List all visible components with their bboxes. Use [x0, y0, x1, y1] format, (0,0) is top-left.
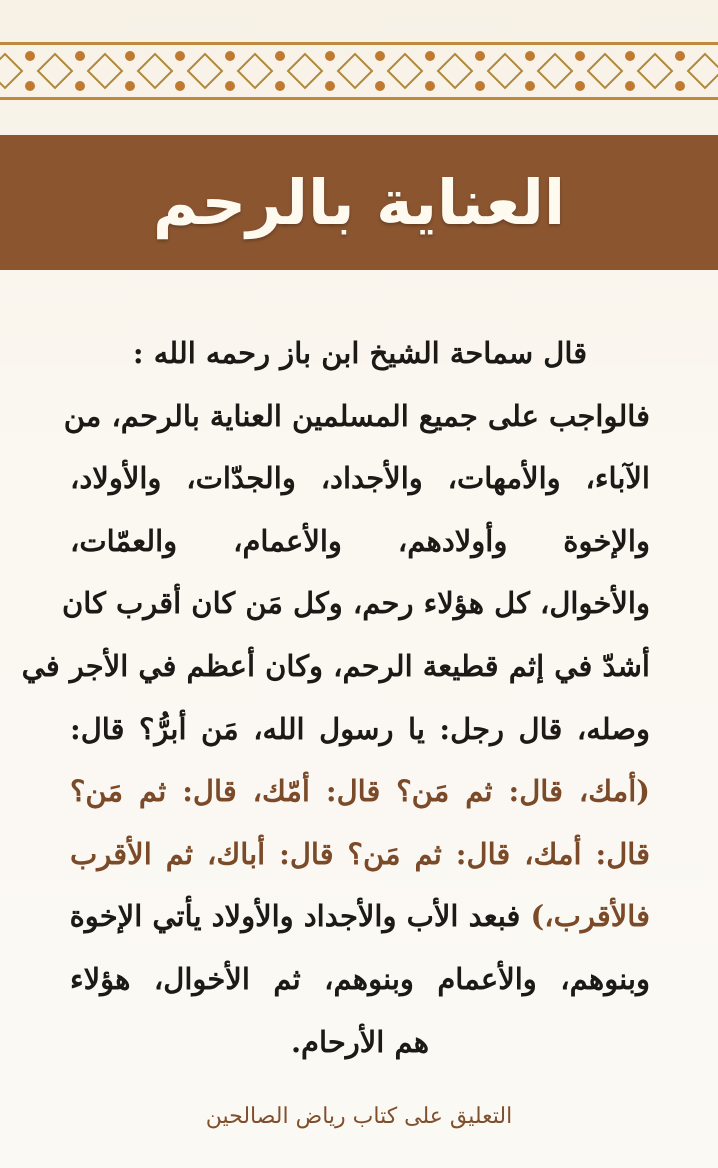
intro-line: قال سماحة الشيخ ابن باز رحمه الله : — [132, 336, 588, 370]
dot-ornament — [575, 81, 585, 91]
text-line: وبنوهم، والأعمام وبنوهم، ثم الأخوال، هؤلاء — [70, 961, 650, 996]
text-line: وصله، قال رجل: يا رسول الله، مَن أبرُّ؟ قال: — [70, 711, 650, 746]
diamond-ornament — [338, 54, 372, 88]
dot-ornament — [475, 51, 485, 61]
diamond-ornament — [538, 54, 572, 88]
dot-ornament — [675, 51, 685, 61]
diamond-ornament — [288, 54, 322, 88]
hadith-line: (أمك، قال: ثم مَن؟ قال: أمّك، قال: ثم مَن؟ — [70, 774, 650, 809]
text-line: الآباء، والأمهات، والأجداد، والجدّات، والأولاد، — [70, 461, 650, 496]
dot-ornament — [475, 81, 485, 91]
diamond-ornament — [638, 54, 672, 88]
text-line: هم الأرحام. — [290, 1024, 430, 1059]
dot-ornament — [225, 51, 235, 61]
source-citation: التعليق على كتاب رياض الصالحين — [205, 1104, 513, 1129]
dot-ornament — [75, 81, 85, 91]
dot-ornament — [125, 51, 135, 61]
text-line: والأخوال، كل هؤلاء رحم، وكل مَن كان أقرب كان — [61, 586, 650, 621]
text-line — [70, 885, 650, 948]
article-body — [21, 322, 650, 1073]
diamond-ornament — [588, 54, 622, 88]
decorative-border-band — [0, 40, 718, 102]
diamond-ornament — [438, 54, 472, 88]
dot-ornament — [325, 81, 335, 91]
dot-ornament — [175, 81, 185, 91]
diamond-ornament — [38, 54, 72, 88]
dot-ornament — [525, 81, 535, 91]
dot-ornament — [175, 51, 185, 61]
title-banner — [0, 135, 718, 270]
dot-ornament — [375, 81, 385, 91]
text-continuation: فبعد الأب والأجداد والأولاد يأتي الإخوة — [69, 899, 531, 934]
dot-ornament — [525, 51, 535, 61]
dot-ornament — [325, 51, 335, 61]
dot-ornament — [275, 51, 285, 61]
hadith-end: فالأقرب،) — [530, 899, 650, 934]
diamond-ornament — [488, 54, 522, 88]
diamond-ornament — [138, 54, 172, 88]
diamond-ornament — [188, 54, 222, 88]
dot-ornament — [25, 81, 35, 91]
text-line: والإخوة وأولادهم، والأعمام، والعمّات، — [70, 523, 650, 558]
diamond-ornament — [388, 54, 422, 88]
diamond-ornament — [0, 54, 22, 88]
diamond-ornament — [88, 54, 122, 88]
diamond-ornament — [688, 54, 718, 88]
dot-ornament — [275, 81, 285, 91]
page-title: العناية بالرحم — [152, 166, 566, 239]
dot-ornament — [375, 51, 385, 61]
text-line: فالواجب على جميع المسلمين العناية بالرحم، من — [63, 398, 650, 433]
diamond-ornament — [238, 54, 272, 88]
dot-ornament — [25, 51, 35, 61]
dot-ornament — [425, 81, 435, 91]
dot-ornament — [425, 51, 435, 61]
dot-ornament — [225, 81, 235, 91]
text-line: أشدّ في إثم قطيعة الرحم، وكان أعظم في الأجر في — [21, 648, 650, 683]
dot-ornament — [575, 51, 585, 61]
dot-ornament — [675, 81, 685, 91]
dot-ornament — [75, 51, 85, 61]
dot-ornament — [625, 81, 635, 91]
dot-ornament — [625, 51, 635, 61]
dot-ornament — [125, 81, 135, 91]
hadith-line: قال: أمك، قال: ثم مَن؟ قال: أباك، ثم الأقرب — [70, 836, 650, 871]
